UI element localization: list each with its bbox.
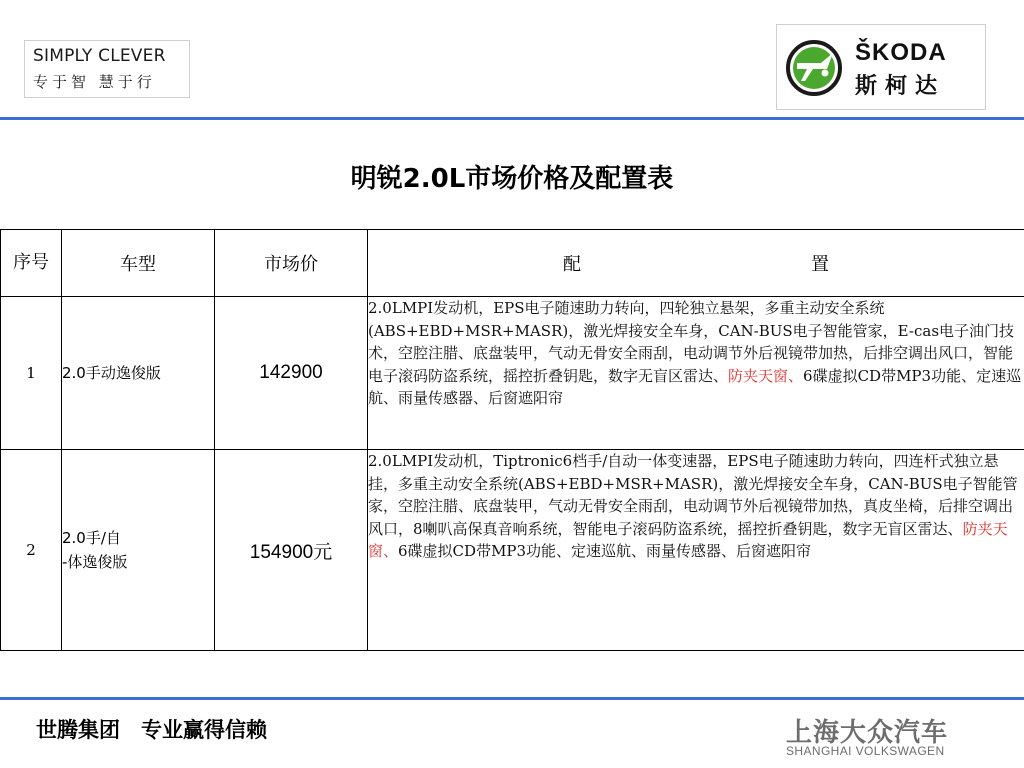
skoda-arrow-emblem-icon — [783, 39, 845, 97]
header-config-part2: 置 — [811, 254, 829, 275]
row-model-line1: 2.0手/自 — [62, 529, 121, 547]
row-model — [62, 450, 215, 651]
table-row — [1, 450, 1024, 651]
page-title: 明锐2.0L市场价格及配置表 — [350, 164, 674, 194]
row-model: 2.0手动逸俊版 — [62, 297, 215, 450]
row-config — [368, 297, 1024, 450]
row-config — [368, 450, 1024, 651]
row-model-line2: -体逸俊版 — [62, 553, 128, 571]
row-price: 154900元 — [215, 450, 368, 651]
table-header-row — [1, 230, 1024, 297]
header-no-label: 序号 — [13, 252, 49, 273]
config-highlight: 防夹天窗、 — [368, 519, 1008, 560]
row-price: 142900 — [215, 297, 368, 450]
header-price: 市场价 — [215, 230, 368, 297]
header-config — [368, 230, 1024, 297]
svw-logo-cn: 上海大众汽车 — [786, 718, 949, 748]
config-text-end: 6碟虚拟CD带MP3功能、定速巡航、雨量传感器、后窗遮阳帘 — [368, 366, 1022, 407]
simply-clever-logo — [24, 40, 190, 98]
logo-slogan-cn: 专于智 慧于行 — [33, 73, 156, 91]
header-divider — [0, 117, 1024, 120]
config-text-end: 6碟虚拟CD带MP3功能、定速巡航、雨量传感器、后窗遮阳帘 — [398, 542, 812, 560]
row-no: 1 — [1, 297, 62, 450]
price-config-table — [0, 229, 1024, 651]
config-text: 2.0LMPI发动机，EPS电子随速助力转向，四轮独立悬架，多重主动安全系统(ABS+EBD+MSR+MASR)，激光焊接安全车身，CAN-BUS电子智能管家，E-cas电子油门技术，空腔注腊、底盘装甲，气动无骨安全雨刮，电动调节外后视镜带加热，后排空调出风口，智能电子滚码防盗系统，摇控折叠钥匙，数字无盲区雷达、 — [368, 299, 1015, 385]
skoda-brand-cn: 斯柯达 — [855, 74, 946, 99]
header-model: 车型 — [62, 230, 215, 297]
header-config-part1: 配 — [563, 254, 581, 275]
config-text: 2.0LMPI发动机，Tiptronic6档手/自动一体变速器，EPS电子随速助力转向，四连杆式独立悬挂，多重主动安全系统(ABS+EBD+MSR+MASR)，激光焊接安全车身，CAN-BUS电子智能管家，空腔注腊、底盘装甲，气动无骨安全雨刮，电动调节外后视镜带加热，真皮坐椅，后排空调出风口，8喇叭高保真音响系统，智能电子滚码防盗系统，摇控折叠钥匙，数字无盲区雷达、 — [368, 452, 1018, 538]
footer-slogan: 世腾集团 专业赢得信赖 — [36, 718, 267, 742]
svw-logo-en: SHANGHAI VOLKSWAGEN — [786, 744, 945, 758]
footer-divider — [0, 697, 1024, 700]
skoda-logo — [776, 24, 986, 110]
skoda-brand-en: ŠKODA — [855, 39, 947, 66]
config-highlight: 防夹天窗、 — [728, 366, 804, 385]
logo-slogan-en: SIMPLY CLEVER — [33, 46, 166, 66]
shanghai-volkswagen-logo — [778, 710, 978, 766]
header-no — [1, 230, 62, 297]
row-no: 2 — [1, 450, 62, 651]
table-row — [1, 297, 1024, 450]
